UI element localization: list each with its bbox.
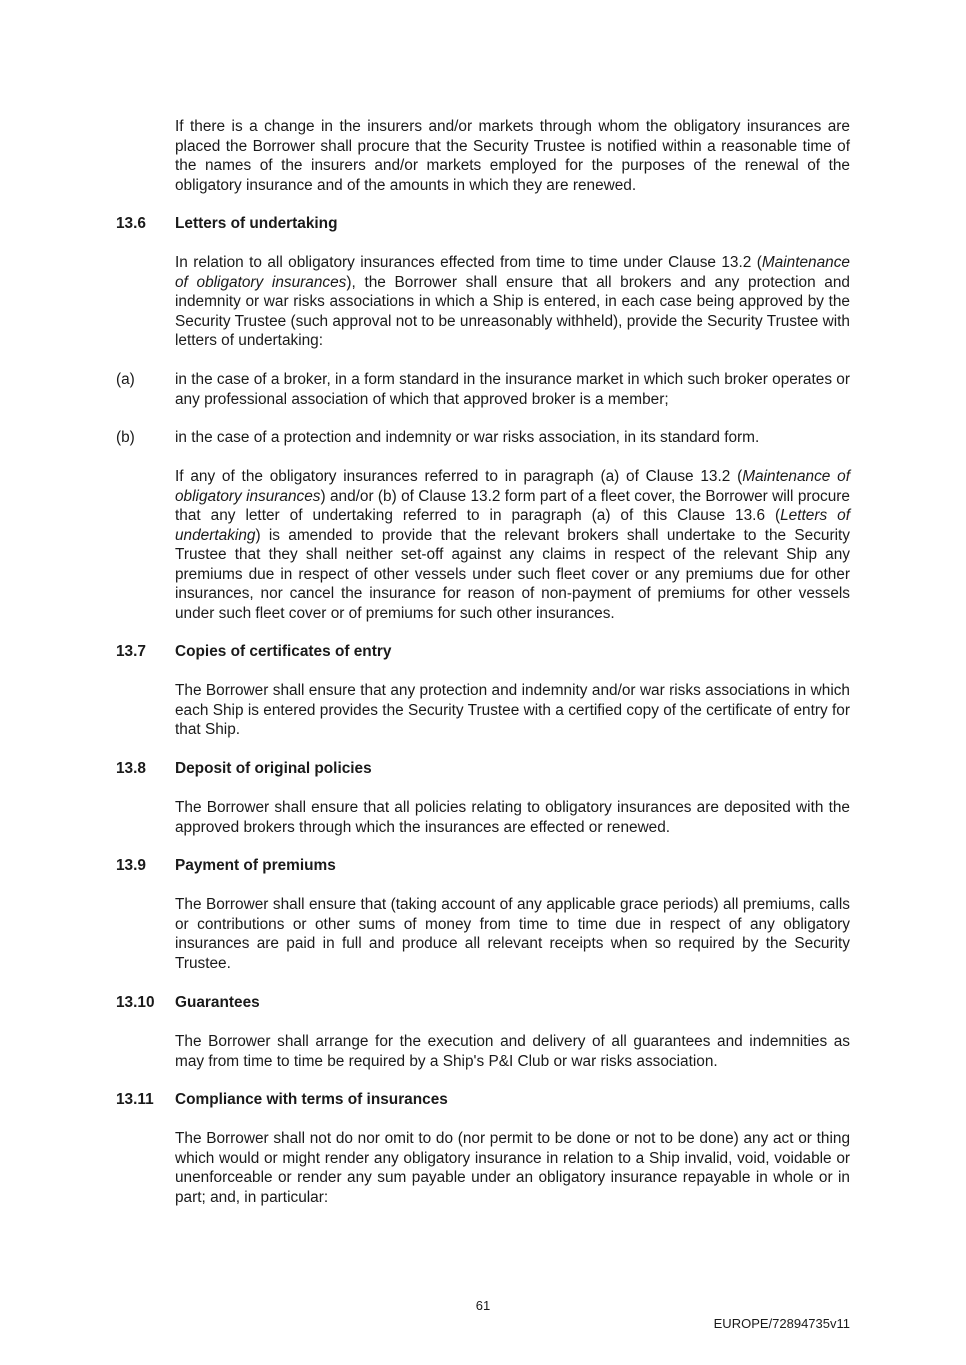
page-number: 61 bbox=[475, 1298, 491, 1313]
section-title: Compliance with terms of insurances bbox=[175, 1091, 448, 1108]
list-item-a bbox=[116, 370, 850, 409]
section-title: Copies of certificates of entry bbox=[175, 643, 392, 660]
section-13-6-paragraph-2: If any of the obligatory insurances referred to in paragraph (a) of Clause 13.2 (Maintenance of obligatory insurances) and/or (b) of Clause 13.2 form part of a fleet cover, the Borrower will procure that any letter of undertaking referred to in paragraph (a) of this Clause 13.6 (Letters of undertaking) is amended to provide that the relevant brokers shall undertake to the Security Trustee that they shall neither set-off against any claims in respect of the relevant Ship any premiums due in respect of other vessels under such fleet cover or any premiums due for other insurances, nor cancel the insurance for reason of non-payment of premiums for other vessels under such fleet cover or of premiums for such other insurances. bbox=[175, 468, 850, 622]
document-reference: EUROPE/72894735v11 bbox=[713, 1316, 850, 1331]
list-item-label: (a) bbox=[116, 371, 135, 388]
intro-paragraph: If there is a change in the insurers and/or markets through whom the obligatory insurances are placed the Borrower shall procure that the Security Trustee is notified within a reasonable time of the names of the insurers and/or markets employed for the purposes of the renewal of the obligatory insurance and of the amounts in which they are renewed. bbox=[175, 118, 850, 194]
section-number: 13.6 bbox=[116, 215, 146, 232]
section-number: 13.7 bbox=[116, 643, 146, 660]
section-13-10-body: The Borrower shall arrange for the execution and delivery of all guarantees and indemnities as may from time to time be required by a Ship's P&I Club or war risks association. bbox=[175, 1033, 850, 1070]
section-title: Deposit of original policies bbox=[175, 760, 372, 777]
list-item-text: in the case of a broker, in a form standard in the insurance market in which such broker operates or any professional association of which that approved broker is a member; bbox=[175, 371, 850, 408]
section-number: 13.9 bbox=[116, 857, 146, 874]
section-13-10-heading bbox=[116, 993, 850, 1013]
section-title: Payment of premiums bbox=[175, 857, 336, 874]
list-item-b bbox=[116, 428, 850, 448]
section-13-9-body: The Borrower shall ensure that (taking account of any applicable grace periods) all premiums, calls or contributions or other sums of money from time to time due in respect of any obligatory insurances are paid in full and produce all relevant receipts when so required by the Security Trustee. bbox=[175, 896, 850, 972]
section-13-7-body: The Borrower shall ensure that any protection and indemnity and/or war risks associations in which each Ship is entered provides the Security Trustee with a certified copy of the certificate of entry for that Ship. bbox=[175, 682, 850, 738]
section-13-8-heading bbox=[116, 759, 850, 779]
section-13-6-paragraph-1: In relation to all obligatory insurances effected from time to time under Clause 13.2 (Maintenance of obligatory insurances), the Borrower shall ensure that all brokers and any protection and indemnity or war risks associations in which a Ship is entered, in each case being approved by the Security Trustee (such approval not to be unreasonably withheld), provide the Security Trustee with letters of undertaking: bbox=[175, 254, 850, 349]
list-item-text: in the case of a protection and indemnity or war risks association, in its standard form. bbox=[175, 429, 760, 446]
section-13-8-body: The Borrower shall ensure that all policies relating to obligatory insurances are deposited with the approved brokers through which the insurances are effected or renewed. bbox=[175, 799, 850, 836]
section-number: 13.8 bbox=[116, 760, 146, 777]
section-title: Guarantees bbox=[175, 994, 260, 1011]
section-title: Letters of undertaking bbox=[175, 215, 338, 232]
section-13-11-body: The Borrower shall not do nor omit to do (nor permit to be done or not to be done) any act or thing which would or might render any obligatory insurance in relation to a Ship invalid, void, voidable or unenforceable or render any sum payable under an obligatory insurance repayable in whole or in part; and, in particular: bbox=[175, 1130, 850, 1206]
list-item-label: (b) bbox=[116, 429, 135, 446]
section-number: 13.11 bbox=[116, 1091, 154, 1108]
section-13-11-heading bbox=[116, 1090, 850, 1110]
section-13-9-heading bbox=[116, 856, 850, 876]
section-13-6-heading bbox=[116, 214, 850, 234]
section-number: 13.10 bbox=[116, 994, 155, 1011]
section-13-7-heading bbox=[116, 642, 850, 662]
